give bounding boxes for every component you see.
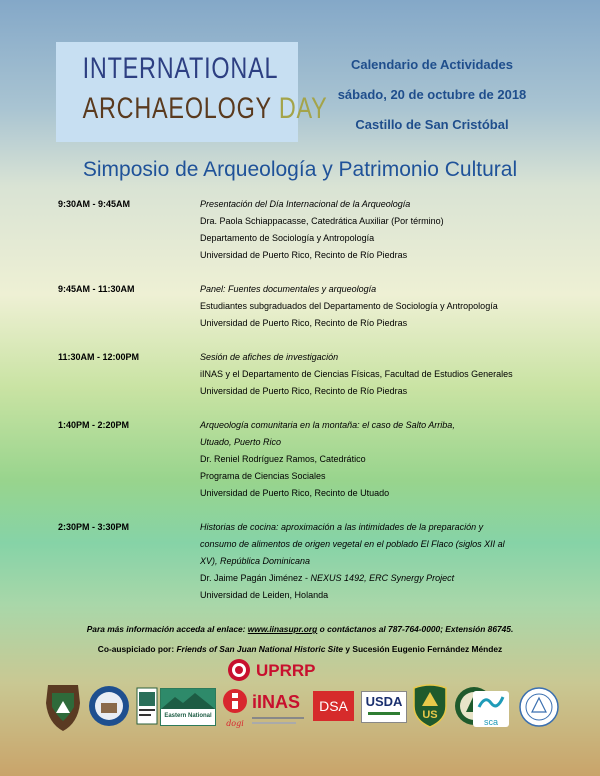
dogi-text: dogi — [226, 719, 244, 728]
sponsors-line — [0, 644, 600, 654]
session — [58, 281, 578, 332]
nps-arrowhead-icon — [44, 683, 82, 733]
website-link[interactable]: www.iinasupr.org — [247, 624, 318, 634]
eastern-national-text: Eastern National — [164, 713, 212, 719]
speaker-project: NEXUS 1492, ERC Synergy Project — [310, 573, 455, 583]
co-sponsor-friends: Friends of San Juan National Historic Site — [176, 644, 344, 654]
session-details — [200, 417, 578, 502]
session-line: Universidad de Puerto Rico, Recinto de Utuado — [200, 488, 390, 498]
session-line: Dra. Paola Schiappacasse, Catedrática Auxiliar (Por término) — [200, 216, 444, 226]
co-prefix: Co-auspiciado por: — [97, 644, 177, 654]
iinas-rule — [252, 717, 304, 719]
uprrp-logo — [226, 657, 376, 683]
iinas-logo — [252, 691, 308, 731]
session-details — [200, 281, 578, 332]
international-archaeology-day-logo — [56, 42, 328, 142]
dsa-logo — [313, 691, 354, 721]
info-suffix: o contáctanos al 787-764-0000; Extensión 86745. — [317, 624, 514, 634]
session-time: 9:45AM - 11:30AM — [58, 284, 135, 294]
book-logo — [136, 687, 158, 725]
session-line: Estudiantes subgraduados del Departamento de Sociología y Antropología — [200, 301, 498, 311]
dogi-logo — [221, 686, 249, 732]
event-calendar: Calendario de Actividades — [350, 57, 514, 72]
session — [58, 519, 578, 604]
session — [58, 196, 578, 264]
session-time: 11:30AM - 12:00PM — [58, 352, 140, 362]
session-title: consumo de alimentos de origen vegetal en el poblado El Flaco (siglos XII al — [200, 539, 505, 549]
session-line: Universidad de Puerto Rico, Recinto de Río Piedras — [200, 250, 408, 260]
session-title: Utuado, Puerto Rico — [200, 437, 282, 447]
session-time: 2:30PM - 3:30PM — [58, 522, 130, 532]
session — [58, 417, 578, 502]
session-time: 9:30AM - 9:45AM — [58, 199, 131, 209]
usda-stripe — [368, 712, 400, 715]
session-line: Dr. Reniel Rodríguez Ramos, Catedrático — [200, 454, 366, 464]
dsa-text: DSA — [319, 698, 348, 714]
session-line: Programa de Ciencias Sociales — [200, 471, 326, 481]
landscape-icon — [161, 689, 215, 709]
co-suffix: y Sucesión Eugenio Fernández Méndez — [343, 644, 503, 654]
event-info — [302, 50, 562, 140]
eastern-national-logo — [160, 688, 216, 726]
uprrp-text: UPRRP — [256, 661, 316, 680]
session-line: Departamento de Sociología y Antropología — [200, 233, 375, 243]
uprrp-seal-icon — [226, 657, 376, 683]
sca-wave-icon — [473, 691, 509, 713]
session-details — [200, 196, 578, 264]
speaker-name: Dr. Jaime Pagán Jiménez - — [200, 573, 311, 583]
session-title: Sesión de afiches de investigación — [200, 352, 339, 362]
contact-info — [0, 624, 600, 634]
lighthouse-icon — [221, 686, 249, 732]
eastern-national-banner — [161, 689, 215, 709]
usda-logo — [361, 691, 407, 723]
session-line: Universidad de Puerto Rico, Recinto de Río Piedras — [200, 386, 408, 396]
event-location: Castillo de San Cristóbal — [355, 117, 509, 132]
friends-san-juan-logo — [88, 685, 130, 727]
seal-logo — [519, 687, 559, 727]
schedule — [58, 196, 578, 621]
book-icon — [136, 687, 158, 725]
session-details — [200, 349, 578, 400]
iinas-rule — [252, 722, 296, 724]
logo-line-1: INTERNATIONAL — [82, 52, 279, 85]
sca-text: sca — [483, 717, 498, 727]
logo-line-2-day: DAY — [278, 92, 328, 125]
nps-arrowhead-logo — [44, 683, 82, 733]
session — [58, 349, 578, 400]
session-line: Universidad de Leiden, Holanda — [200, 590, 329, 600]
session-time: 1:40PM - 2:20PM — [58, 420, 130, 430]
session-line: Universidad de Puerto Rico, Recinto de Río Piedras — [200, 318, 408, 328]
event-date: sábado, 20 de octubre de 2018 — [337, 87, 527, 102]
forest-service-logo — [412, 684, 448, 728]
forest-service-text: US — [422, 709, 438, 721]
logo-line-2 — [82, 89, 328, 129]
session-title: Panel: Fuentes documentales y arqueología — [200, 284, 377, 294]
session-line — [200, 570, 578, 587]
logo-line-2-a: ARCHAEOLOGY — [82, 92, 279, 125]
session-title: Arqueología comunitaria en la montaña: el caso de Salto Arriba, — [200, 420, 455, 430]
friends-seal-icon — [88, 685, 130, 727]
session-title: Presentación del Día Internacional de la Arqueología — [200, 199, 411, 209]
usda-text: USDA — [365, 694, 403, 709]
circular-seal-icon — [519, 687, 559, 727]
sca-logo — [473, 691, 509, 727]
session-title: Historias de cocina: aproximación a las intimidades de la preparación y — [200, 522, 484, 532]
session-line: iINAS y el Departamento de Ciencias Físicas, Facultad de Estudios Generales — [200, 369, 513, 379]
iinas-text: iINAS — [252, 692, 301, 712]
session-details — [200, 519, 578, 604]
page-title: Simposio de Arqueología y Patrimonio Cultural — [82, 158, 518, 181]
forest-service-shield-icon — [412, 684, 448, 728]
session-title: XV), República Dominicana — [200, 556, 311, 566]
info-prefix: Para más información acceda al enlace: — [86, 624, 248, 634]
